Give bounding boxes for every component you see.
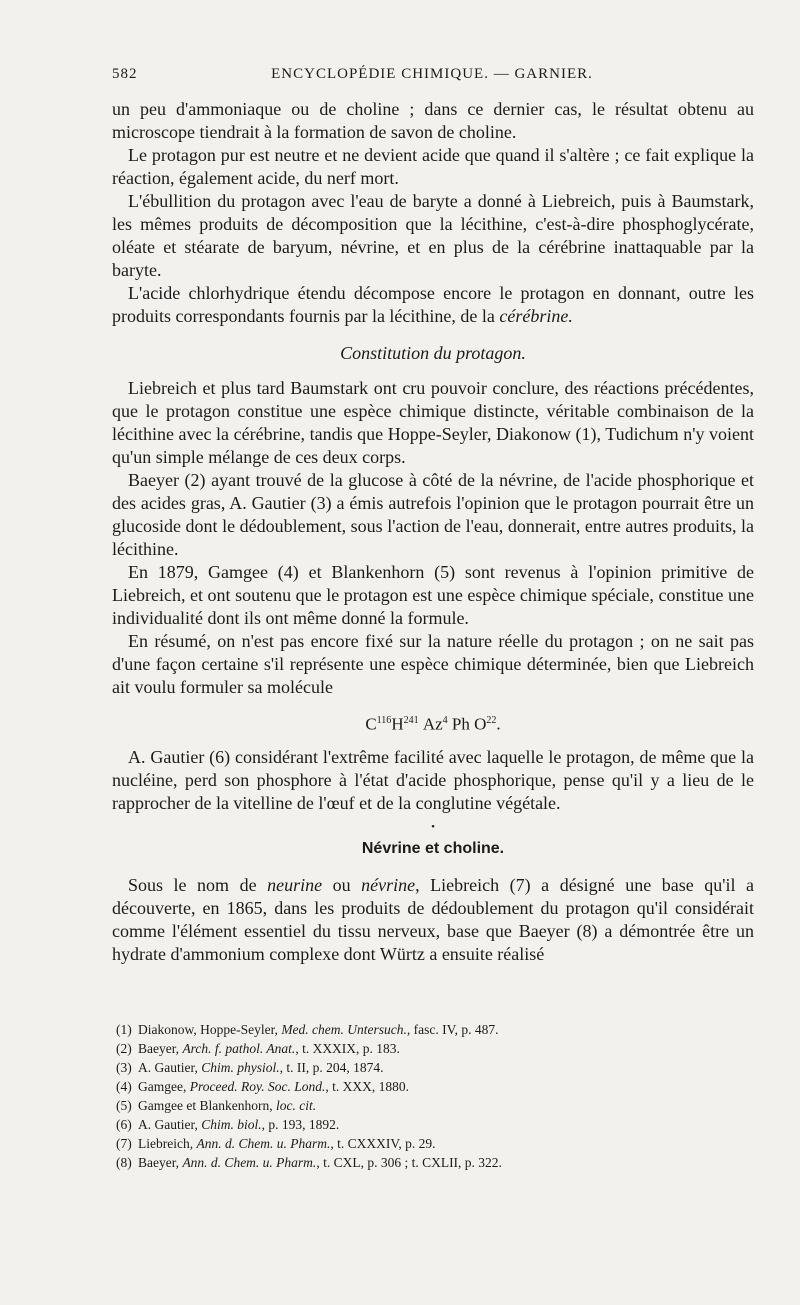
formula-element: O	[474, 714, 487, 734]
footnote-author: Diakonow, Hoppe-Seyler,	[138, 1022, 282, 1037]
running-title: ENCYCLOPÉDIE CHIMIQUE. — GARNIER.	[271, 66, 593, 82]
paragraph-text: Sous le nom de	[128, 874, 268, 895]
paragraph: un peu d'ammoniaque ou de choline ; dans ce dernier cas, le résultat obtenu au microscope tiendrait à la formation de savon de choline.	[112, 99, 754, 142]
footnote	[116, 1077, 756, 1096]
formula-index: 4	[442, 715, 448, 726]
footnote-author: A. Gautier,	[138, 1060, 202, 1075]
section-heading-nevrine: Névrine et choline.	[361, 839, 505, 857]
footnote-ref: , t. XXX, 1880.	[325, 1079, 409, 1094]
footnote-author: Liebreich,	[138, 1136, 197, 1151]
emphasis-text: cérébrine.	[499, 306, 573, 326]
footnote	[116, 1058, 756, 1077]
footnote-source: Arch. f. pathol. Anat.	[182, 1041, 296, 1056]
section-heading-constitution: Constitution du protagon.	[340, 343, 526, 363]
footnote-number: (3)	[116, 1060, 132, 1075]
footnote-author: Gamgee,	[138, 1079, 190, 1094]
paragraph-text: , Liebreich (7) a désigné une base qu'il a découverte, en 1865, dans les produits de dédoublement du protagon qu'il considérait comme l'élément essentiel du tissu nerveux, base que Baeyer (8) a démontrée être un hydrate d'ammonium complexe dont Würtz a ensuite réalisé	[112, 874, 754, 964]
page-number: 582	[112, 66, 138, 82]
paragraph: Le protagon pur est neutre et ne devient acide que quand il s'altère ; ce fait explique la réaction, également acide, du nerf mort.	[112, 145, 754, 188]
footnote	[116, 1096, 756, 1115]
main-text	[112, 98, 754, 966]
footnote-number: (8)	[116, 1155, 132, 1170]
paragraph	[112, 282, 754, 328]
running-header	[112, 66, 752, 90]
paragraph: Liebreich et plus tard Baumstark ont cru pouvoir conclure, des réactions précédentes, que le protagon constitue une espèce chimique distincte, véritable combinaison de la lécithine avec la cérébrine, tandis que Hoppe-Seyler, Diakonow (1), Tudichum n'y voient qu'un simple mélange de ces deux corps.	[112, 378, 754, 467]
formula-element: Ph	[451, 714, 470, 734]
formula-index: 22	[486, 715, 497, 726]
footnote-author: Baeyer,	[138, 1155, 183, 1170]
footnote	[116, 1039, 756, 1058]
footnote-source: loc. cit.	[275, 1098, 317, 1113]
footnote-author: A. Gautier,	[138, 1117, 202, 1132]
footnote-ref: , fasc. IV, p. 487.	[406, 1022, 499, 1037]
footnotes	[116, 1020, 756, 1172]
footnote-ref: , t. CXXXIV, p. 29.	[330, 1136, 436, 1151]
footnote-author: Gamgee et Blankenhorn,	[138, 1098, 276, 1113]
footnote-source: Chim. biol.	[201, 1117, 262, 1132]
formula-end: .	[496, 714, 501, 734]
footnote	[116, 1153, 756, 1172]
formula-index: 116	[376, 715, 392, 726]
footnote-ref: , t. II, p. 204, 1874.	[279, 1060, 384, 1075]
paragraph: A. Gautier (6) considérant l'extrême facilité avec laquelle le protagon, de même que la nucléine, perd son phosphore à l'état d'acide phosphorique, pense qu'il y a lieu de le rapprocher de la vitelline de l'œuf et de la conglutine végétale.	[112, 746, 754, 813]
paragraph: En 1879, Gamgee (4) et Blankenhorn (5) sont revenus à l'opinion primitive de Liebreich, et ont soutenu que le protagon est une espèce chimique spéciale, constitue une individualité dont ils ont même donné la formule.	[112, 562, 754, 628]
footnote	[116, 1020, 756, 1039]
footnote-source: Chim. physiol.	[201, 1060, 280, 1075]
footnote-ref: , t. XXXIX, p. 183.	[295, 1041, 400, 1056]
footnote-number: (1)	[116, 1022, 132, 1037]
footnote-number: (6)	[116, 1117, 132, 1132]
footnote-source: Med. chem. Untersuch.	[281, 1022, 407, 1037]
footnote-number: (4)	[116, 1079, 132, 1094]
emphasis-text: névrine	[361, 874, 416, 895]
paragraph: Baeyer (2) ayant trouvé de la glucose à côté de la névrine, de l'acide phosphorique et des acides gras, A. Gautier (3) a émis autrefois l'opinion que le protagon pourrait être un glucoside dont le dédoublement, sous l'action de l'eau, donnerait, entre autres produits, la lécithine.	[112, 470, 754, 559]
formula-index: 241	[403, 715, 419, 726]
paragraph-text: L'acide chlorhydrique étendu décompose encore le protagon en donnant, outre les produits correspondants fournis par la lécithine, de la	[112, 283, 754, 326]
paragraph-text: ou	[322, 874, 362, 895]
formula-element: Az	[422, 714, 443, 734]
footnote-source: Ann. d. Chem. u. Pharm.	[196, 1136, 331, 1151]
paragraph: En résumé, on n'est pas encore fixé sur la nature réelle du protagon ; on ne sait pas d'une façon certaine s'il représente une espèce chimique déterminée, bien que Liebreich ait voulu formuler sa molécule	[112, 631, 754, 697]
footnote-ref: , p. 193, 1892.	[261, 1117, 340, 1132]
ornament-dot: •	[431, 820, 435, 833]
paragraph	[112, 874, 754, 966]
footnote-number: (5)	[116, 1098, 132, 1113]
paragraph: L'ébullition du protagon avec l'eau de baryte a donné à Liebreich, puis à Baumstark, les mêmes produits de décomposition que la lécithine, c'est-à-dire phosphoglycérate, oléate et stéarate de baryum, névrine, et en plus de la cérébrine inattaquable par la baryte.	[112, 191, 754, 280]
formula-element: C	[365, 714, 377, 734]
footnote-source: Proceed. Roy. Soc. Lond.	[189, 1079, 326, 1094]
footnote-author: Baeyer,	[138, 1041, 183, 1056]
chemical-formula	[112, 709, 754, 736]
formula-element: H	[391, 714, 404, 734]
footnote-number: (2)	[116, 1041, 132, 1056]
footnote	[116, 1115, 756, 1134]
footnote-number: (7)	[116, 1136, 132, 1151]
footnote-source: Ann. d. Chem. u. Pharm.	[182, 1155, 317, 1170]
footnote	[116, 1134, 756, 1153]
footnote-ref: , t. CXL, p. 306 ; t. CXLII, p. 322.	[316, 1155, 502, 1170]
emphasis-text: neurine	[267, 874, 323, 895]
